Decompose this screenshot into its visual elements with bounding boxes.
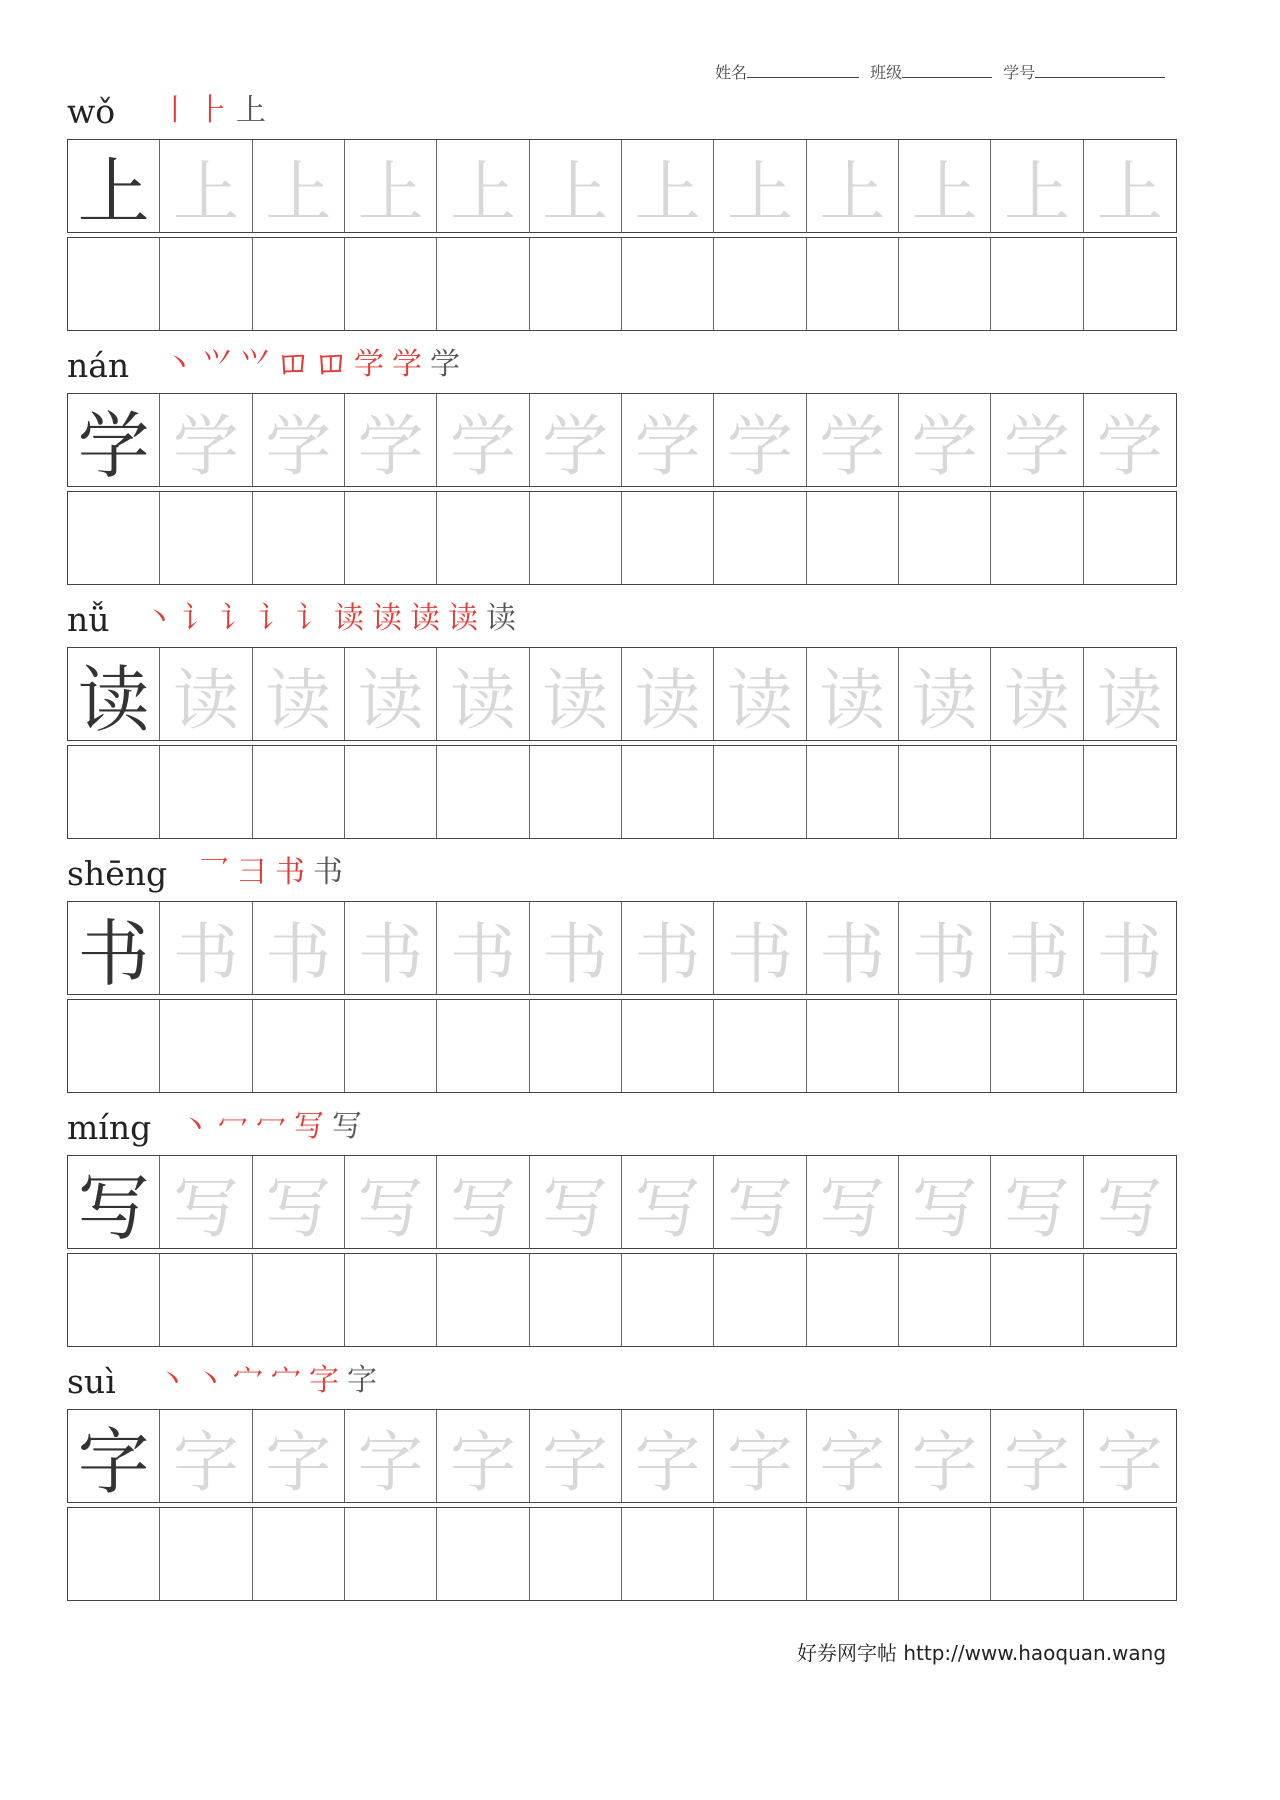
blank-cell[interactable] [807, 492, 899, 584]
blank-cell[interactable] [991, 1508, 1083, 1600]
student-info-header [715, 60, 1171, 83]
pinyin-row [67, 849, 1177, 901]
trace-character[interactable]: 学 [991, 394, 1083, 486]
stroke-step: 丶 [195, 1363, 227, 1398]
trace-character[interactable]: 读 [991, 648, 1083, 740]
tracing-grid [67, 1409, 1177, 1503]
tracing-grid [67, 647, 1177, 741]
blank-grid [67, 999, 1177, 1093]
trace-character[interactable]: 上 [991, 140, 1083, 232]
stroke-step: 讠 [296, 601, 328, 636]
trace-character[interactable]: 学 [530, 394, 622, 486]
trace-character[interactable]: 上 [807, 140, 899, 232]
stroke-step: ⺕ [237, 855, 269, 890]
blank-cell[interactable] [807, 1254, 899, 1346]
blank-cell[interactable] [160, 492, 252, 584]
blank-grid [67, 237, 1177, 331]
blank-cell[interactable] [1084, 746, 1176, 838]
blank-cell[interactable] [714, 492, 806, 584]
trace-character[interactable]: 字 [345, 1410, 437, 1502]
blank-cell[interactable] [991, 492, 1083, 584]
blank-cell[interactable] [1084, 238, 1176, 330]
blank-cell[interactable] [530, 492, 622, 584]
trace-character[interactable]: 写 [253, 1156, 345, 1248]
stroke-step: 讠 [182, 601, 214, 636]
blank-cell[interactable] [437, 746, 529, 838]
trace-character[interactable]: 书 [807, 902, 899, 994]
blank-cell[interactable] [345, 746, 437, 838]
trace-character[interactable]: 学 [160, 394, 252, 486]
blank-cell[interactable] [530, 1254, 622, 1346]
pinyin-label: míng [67, 1108, 152, 1147]
trace-character[interactable]: 上 [253, 140, 345, 232]
stroke-step: 上 [236, 93, 268, 128]
stroke-step: ⺍ [202, 347, 234, 382]
blank-cell[interactable] [68, 492, 160, 584]
blank-cell[interactable] [68, 1000, 160, 1092]
pinyin-label: nǚ [67, 600, 110, 639]
stroke-step: 丶 [164, 347, 196, 382]
blank-cell[interactable] [622, 492, 714, 584]
stroke-step: 书 [275, 855, 307, 890]
stroke-order [144, 593, 524, 637]
stroke-step: 丶 [144, 601, 176, 636]
stroke-step: ⺊ [198, 93, 230, 128]
trace-character[interactable]: 上 [1096, 153, 1163, 231]
model-character: 读 [68, 648, 160, 740]
blank-cell[interactable] [68, 1508, 160, 1600]
trace-character[interactable]: 上 [714, 140, 806, 232]
stroke-step: 冖 [218, 1109, 250, 1144]
blank-cell[interactable] [437, 1508, 529, 1600]
blank-cell[interactable] [437, 492, 529, 584]
pinyin-row [67, 87, 1177, 139]
trace-character[interactable]: 上 [530, 140, 622, 232]
stroke-step: 𫩏 [278, 347, 310, 382]
practice-block [67, 849, 1177, 1093]
trace-character[interactable]: 书 [714, 902, 806, 994]
pinyin-row [67, 595, 1177, 647]
class-blank[interactable] [902, 63, 992, 78]
stroke-step: 写 [294, 1109, 326, 1144]
blank-cell[interactable] [437, 238, 529, 330]
trace-character[interactable]: 上 [160, 140, 252, 232]
trace-character[interactable]: 读 [714, 648, 806, 740]
trace-character[interactable]: 学 [714, 394, 806, 486]
stroke-step: 学 [392, 347, 424, 382]
blank-cell[interactable] [899, 238, 991, 330]
practice-block [67, 341, 1177, 585]
trace-character[interactable]: 书 [160, 902, 252, 994]
trace-character[interactable]: 读 [1096, 661, 1163, 739]
trace-character[interactable]: 书 [437, 902, 529, 994]
trace-character[interactable]: 学 [899, 394, 991, 486]
model-character: 上 [68, 140, 160, 232]
trace-character[interactable]: 学 [807, 394, 899, 486]
trace-character[interactable]: 字 [622, 1410, 714, 1502]
stroke-step: 学 [354, 347, 386, 382]
trace-character[interactable]: 读 [899, 648, 991, 740]
blank-grid [67, 1253, 1177, 1347]
blank-cell[interactable] [253, 746, 345, 838]
model-character: 学 [68, 394, 160, 486]
blank-cell[interactable] [991, 1254, 1083, 1346]
blank-cell[interactable] [714, 238, 806, 330]
stroke-order [157, 1355, 385, 1399]
blank-cell[interactable] [437, 1254, 529, 1346]
trace-character[interactable]: 书 [530, 902, 622, 994]
trace-character[interactable]: 字 [714, 1410, 806, 1502]
trace-character[interactable]: 读 [253, 648, 345, 740]
blank-cell[interactable] [160, 1508, 252, 1600]
blank-cell[interactable] [899, 492, 991, 584]
trace-character[interactable]: 读 [437, 648, 529, 740]
blank-grid [67, 491, 1177, 585]
trace-character[interactable]: 读 [622, 648, 714, 740]
blank-cell[interactable] [253, 238, 345, 330]
stroke-step: 读 [410, 601, 442, 636]
trace-character[interactable]: 上 [345, 140, 437, 232]
stroke-step: 读 [486, 601, 518, 636]
blank-cell[interactable] [622, 1508, 714, 1600]
blank-cell[interactable] [345, 238, 437, 330]
blank-cell[interactable] [991, 1000, 1083, 1092]
stroke-order [199, 847, 351, 891]
stroke-order [180, 1101, 370, 1145]
name-blank[interactable] [747, 63, 859, 78]
pinyin-label: nán [67, 346, 130, 385]
trace-character[interactable]: 学 [1096, 407, 1163, 485]
tracing-grid [67, 901, 1177, 995]
blank-grid [67, 745, 1177, 839]
trace-character[interactable]: 书 [899, 902, 991, 994]
stroke-order [160, 85, 274, 129]
trace-character[interactable]: 写 [807, 1156, 899, 1248]
pinyin-row [67, 341, 1177, 393]
blank-cell[interactable] [345, 1000, 437, 1092]
tracing-grid [67, 1155, 1177, 1249]
blank-cell[interactable] [622, 1254, 714, 1346]
blank-cell[interactable] [253, 1000, 345, 1092]
stroke-order [164, 339, 468, 383]
trace-character[interactable]: 字 [253, 1410, 345, 1502]
blank-cell[interactable] [622, 238, 714, 330]
blank-cell[interactable] [991, 238, 1083, 330]
pinyin-label: shēng [67, 854, 168, 893]
blank-cell[interactable] [807, 238, 899, 330]
blank-cell[interactable] [437, 1000, 529, 1092]
trace-character[interactable]: 上 [437, 140, 529, 232]
pinyin-label: wǒ [67, 92, 116, 131]
blank-cell[interactable] [714, 1508, 806, 1600]
trace-character[interactable]: 字 [530, 1410, 622, 1502]
trace-character[interactable]: 书 [1096, 915, 1163, 993]
blank-cell[interactable] [714, 1000, 806, 1092]
model-character: 字 [68, 1410, 160, 1502]
blank-cell[interactable] [899, 1508, 991, 1600]
trace-character[interactable]: 上 [622, 140, 714, 232]
student-id-label: 学号 [1003, 63, 1036, 82]
trace-character[interactable]: 书 [991, 902, 1083, 994]
site-url: http://www.haoquan.wang [903, 1641, 1167, 1665]
trace-character[interactable]: 写 [622, 1156, 714, 1248]
trace-character[interactable]: 学 [345, 394, 437, 486]
trace-character[interactable]: 写 [1096, 1169, 1163, 1247]
trace-character[interactable]: 书 [345, 902, 437, 994]
blank-cell[interactable] [345, 1254, 437, 1346]
blank-cell[interactable] [714, 746, 806, 838]
trace-character[interactable]: 读 [345, 648, 437, 740]
trace-character[interactable]: 写 [345, 1156, 437, 1248]
blank-cell[interactable] [1084, 492, 1176, 584]
blank-cell[interactable] [253, 1254, 345, 1346]
trace-character[interactable]: 读 [807, 648, 899, 740]
stroke-step: 讠 [220, 601, 252, 636]
blank-grid [67, 1507, 1177, 1601]
trace-character[interactable]: 字 [807, 1410, 899, 1502]
blank-cell[interactable] [899, 1254, 991, 1346]
stroke-step: 读 [334, 601, 366, 636]
trace-character[interactable]: 学 [253, 394, 345, 486]
practice-block [67, 1103, 1177, 1347]
blank-cell[interactable] [345, 492, 437, 584]
trace-character[interactable]: 写 [899, 1156, 991, 1248]
blank-cell[interactable] [530, 1000, 622, 1092]
stroke-step: 读 [448, 601, 480, 636]
blank-cell[interactable] [68, 746, 160, 838]
trace-character[interactable]: 上 [899, 140, 991, 232]
blank-cell[interactable] [530, 238, 622, 330]
practice-block [67, 595, 1177, 839]
pinyin-row [67, 1357, 1177, 1409]
name-label: 姓名 [715, 63, 748, 82]
trace-character[interactable]: 书 [253, 902, 345, 994]
stroke-step: 写 [332, 1109, 364, 1144]
student-id-blank[interactable] [1035, 63, 1165, 78]
trace-character[interactable]: 书 [622, 902, 714, 994]
stroke-step: 讠 [258, 601, 290, 636]
blank-cell[interactable] [160, 746, 252, 838]
model-character: 写 [68, 1156, 160, 1248]
stroke-step: 读 [372, 601, 404, 636]
trace-character[interactable]: 写 [991, 1156, 1083, 1248]
blank-cell[interactable] [1084, 1508, 1176, 1600]
stroke-step: 宀 [271, 1363, 303, 1398]
stroke-step: 宀 [233, 1363, 265, 1398]
stroke-step: 乛 [199, 855, 231, 890]
class-label: 班级 [870, 63, 903, 82]
blank-cell[interactable] [68, 1254, 160, 1346]
stroke-step: 丶 [180, 1109, 212, 1144]
trace-character[interactable]: 字 [437, 1410, 529, 1502]
blank-cell[interactable] [530, 1508, 622, 1600]
blank-cell[interactable] [530, 746, 622, 838]
trace-character[interactable]: 字 [160, 1410, 252, 1502]
footer [797, 1637, 1166, 1666]
trace-character[interactable]: 学 [622, 394, 714, 486]
stroke-step: 字 [309, 1363, 341, 1398]
blank-cell[interactable] [1084, 1254, 1176, 1346]
blank-cell[interactable] [253, 1508, 345, 1600]
stroke-step: 字 [347, 1363, 379, 1398]
blank-cell[interactable] [807, 746, 899, 838]
practice-block [67, 87, 1177, 331]
blank-cell[interactable] [160, 1254, 252, 1346]
stroke-step: 丨 [160, 93, 192, 128]
blank-cell[interactable] [1084, 1000, 1176, 1092]
stroke-step: ⺍ [240, 347, 272, 382]
blank-cell[interactable] [807, 1000, 899, 1092]
trace-character[interactable]: 字 [899, 1410, 991, 1502]
trace-character[interactable]: 写 [437, 1156, 529, 1248]
blank-cell[interactable] [345, 1508, 437, 1600]
blank-cell[interactable] [160, 1000, 252, 1092]
stroke-step: 𫩏 [316, 347, 348, 382]
pinyin-label: suì [67, 1362, 116, 1401]
pinyin-row [67, 1103, 1177, 1155]
blank-cell[interactable] [714, 1254, 806, 1346]
trace-character[interactable]: 字 [991, 1410, 1083, 1502]
stroke-step: 丶 [157, 1363, 189, 1398]
blank-cell[interactable] [253, 492, 345, 584]
trace-character[interactable]: 写 [160, 1156, 252, 1248]
trace-character[interactable]: 字 [1096, 1423, 1163, 1501]
blank-cell[interactable] [991, 746, 1083, 838]
blank-cell[interactable] [68, 238, 160, 330]
blank-cell[interactable] [899, 1000, 991, 1092]
blank-cell[interactable] [899, 746, 991, 838]
blank-cell[interactable] [807, 1508, 899, 1600]
trace-character[interactable]: 读 [530, 648, 622, 740]
trace-character[interactable]: 写 [530, 1156, 622, 1248]
blank-cell[interactable] [622, 746, 714, 838]
site-name: 好券网字帖 [797, 1641, 897, 1665]
trace-character[interactable]: 写 [714, 1156, 806, 1248]
stroke-step: 冖 [256, 1109, 288, 1144]
blank-cell[interactable] [160, 238, 252, 330]
tracing-grid [67, 139, 1177, 233]
tracing-grid [67, 393, 1177, 487]
blank-cell[interactable] [622, 1000, 714, 1092]
practice-block [67, 1357, 1177, 1601]
trace-character[interactable]: 学 [437, 394, 529, 486]
trace-character[interactable]: 读 [160, 648, 252, 740]
model-character: 书 [68, 902, 160, 994]
stroke-step: 书 [313, 855, 345, 890]
stroke-step: 学 [430, 347, 462, 382]
